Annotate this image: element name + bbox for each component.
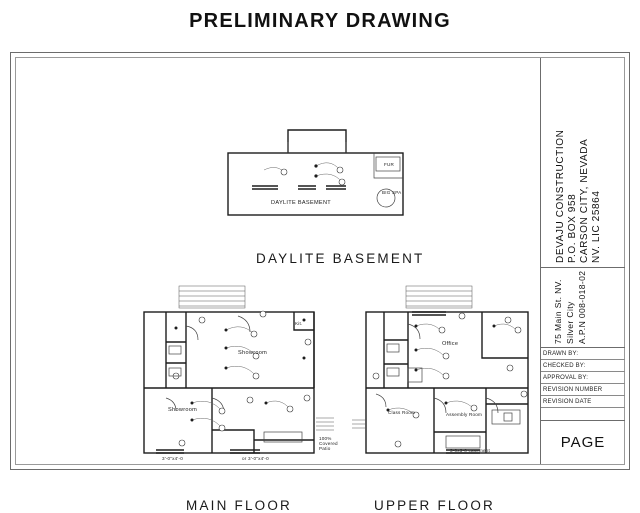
page-number-field: PAGE [541,420,625,464]
page-title: PRELIMINARY DRAWING [189,10,451,32]
main-note-patio: 100% Covered Patio [319,436,338,451]
main-floor-label: MAIN FLOOR [186,498,293,513]
main-room-kitchen: Kit. [295,321,303,326]
basement-note-fur: FUR [384,162,395,167]
company-name: DEVAJU CONSTRUCTION [555,129,566,263]
company-po-box: P.O. BOX 958 [567,193,578,263]
row-approval-by: APPROVAL BY: [541,372,625,384]
drawing-area [16,58,542,513]
address-street: 75 Main St. NV. [553,279,563,344]
upper-floor-label: UPPER FLOOR [374,498,495,513]
drawing-sheet-border [10,52,630,513]
main-dim-left: 3'-0"x4'-0 [162,456,183,461]
upper-dim-casement: 3-0x3-0 casement [450,448,490,453]
row-revision-number: REVISION NUMBER [541,384,625,396]
basement-plan-label: DAYLITE BASEMENT [256,251,425,266]
title-block [540,58,624,464]
upper-room-class: Class Room [388,410,416,415]
upper-room-assembly: Assembly Room [446,412,483,417]
upper-floor-plan-graphics [16,58,542,464]
title-block-company [541,58,625,268]
main-dim-right: or 3'-0"x4'-0 [242,456,269,461]
basement-inner-label: DAYLITE BASEMENT [271,200,332,206]
address-city: Silver City [565,301,575,344]
company-city: CARSON CITY, NEVADA [579,138,590,263]
basement-note-spa: BIG SPA [382,190,402,195]
title-block-address [541,268,625,348]
main-room-showroom-2: Showroom [168,407,198,413]
upper-room-office: Office [442,341,459,347]
address-apn: A.P.N 008-018-02 [577,270,587,344]
row-revision-date: REVISION DATE [541,396,625,408]
title-block-rows [541,348,625,420]
row-checked-by: CHECKED BY: [541,360,625,372]
row-drawn-by: DRAWN BY: [541,348,625,360]
company-license: NV. LIC 25864 [591,190,602,263]
main-room-showroom-1: Showroom [238,350,268,356]
